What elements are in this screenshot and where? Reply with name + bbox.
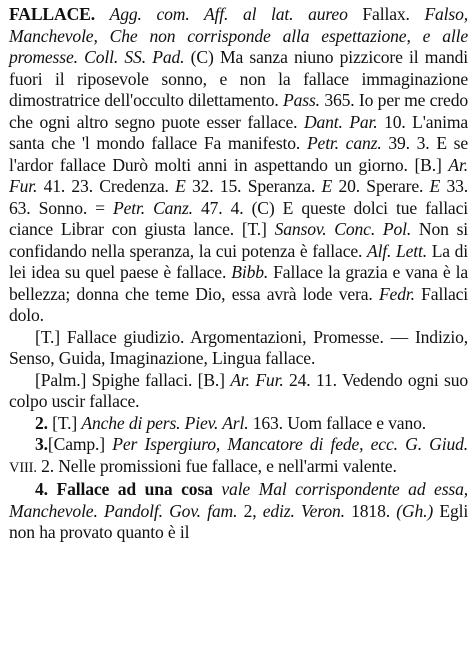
ref-number: 163. [252, 412, 283, 433]
source: E [175, 176, 186, 196]
ref-number: 24. 11. [289, 369, 337, 390]
sense-number: 3. [35, 434, 48, 454]
ref-number: 32. 15. Speranza. [191, 176, 316, 196]
source: Ar. Fur. [230, 369, 284, 390]
sub-phrase: Fallace ad una cosa [56, 479, 213, 499]
citation: La di lei idea su quel paese è fallace. [9, 240, 469, 282]
ref-number: 41. 23. Credenza. [43, 176, 169, 196]
citation: E se l'ardor fallace Durò molti anni in aspettando un giorno. [9, 133, 469, 175]
ref-number: 365. [324, 90, 355, 110]
citation: Ma sanza niuno pizzicore il mandi fuori il riposevole sonno, e non la fallace immaginazione dimostratrice dell'occulto dilettamento. [9, 47, 469, 110]
source: Petr. Canz. [113, 197, 193, 218]
phrases: Fallace giudizio. Argomentazioni, Promesse. — Indizio, Senso, Guida, Imaginazione, Lingua fallace. [9, 326, 468, 368]
marker: [Camp.] [47, 434, 105, 454]
entry-paragraph-1 [9, 4, 468, 327]
citation: Nelle promissioni fue fallace, e nell'armi valente. [58, 455, 397, 476]
entry-paragraph-6 [9, 479, 468, 544]
definition: Per Ispergiuro, Mancatore di fede, ecc. [112, 434, 398, 454]
source: Petr. canz. [306, 133, 382, 153]
ref-number: 33. 63. Sonno. = [9, 176, 469, 218]
source: Fedr. [378, 283, 415, 304]
phrases: Spighe fallaci. [91, 369, 193, 390]
citation: Non si confidando nella speranza, la cui potenza è fallace. [9, 219, 469, 261]
marker: [T.] [35, 326, 60, 347]
headword: FALLACE. [9, 4, 95, 24]
ref-number: 20. Sperare. [338, 176, 424, 196]
edition: ediz. Veron. [262, 500, 345, 521]
grammar-note: Agg. com. Aff. al lat. aureo [109, 4, 348, 24]
citation: Uom fallace e vano. [287, 412, 426, 433]
citation: E queste dolci tue fallaci ciance Librar con giusta lance. [9, 197, 468, 239]
marker: [B.] [197, 369, 225, 390]
citation: Fallaci dolo. [9, 283, 468, 325]
ref-number: 2. [41, 455, 54, 476]
source: Sansov. Conc. Pol. [274, 219, 412, 239]
volume-number: VIII. [9, 459, 37, 476]
latin-root: Fallax. [362, 4, 410, 24]
source: E [321, 176, 333, 196]
year: 1818. [351, 500, 390, 521]
source: Dant. Par. [303, 111, 378, 132]
entry-paragraph-5 [9, 434, 468, 479]
sense-number: 2. [35, 412, 48, 433]
marker: (C) [251, 197, 275, 218]
citation: L'anima santa che 'l mondo fallace Fa manifesto. [9, 111, 469, 153]
entry-paragraph-2 [9, 327, 468, 370]
marker: [T.] [241, 219, 267, 239]
source: Pass. [283, 90, 320, 110]
source: Coll. SS. Pad. [84, 47, 185, 67]
citation: Egli non ha provato quanto è il [9, 500, 469, 542]
vale-word: vale [221, 479, 251, 499]
marker: [Palm.] [35, 369, 87, 390]
source: E [429, 176, 441, 196]
ref-number: 2, [243, 500, 257, 521]
entry-paragraph-3 [9, 370, 468, 413]
sense-number: 4. [35, 479, 48, 499]
ref-number: 39. 3. [388, 133, 430, 153]
source: Ar. Fur. [9, 154, 468, 196]
ref-number: 47. 4. [200, 197, 244, 218]
marker: (Gh.) [396, 500, 434, 521]
citation: Io per me credo che ogni altro segno puote esser fallace. [9, 90, 469, 132]
marker: [T.] [52, 412, 78, 433]
marker: (C) [190, 47, 214, 67]
source: Bibb. [231, 262, 269, 282]
source: Alf. Lett. [366, 240, 427, 261]
definition: Falso, Manchevole, Che non corrisponde alla espettazione, e alle promesse. [9, 4, 469, 67]
source: Pandolf. Gov. fam. [103, 500, 238, 521]
source: Piev. Arl. [184, 412, 249, 433]
ref-number: 10. [384, 111, 406, 132]
marker: [B.] [414, 154, 442, 175]
definition: Mal corrispondente ad essa, Manchevole. [9, 479, 469, 521]
citation: Fallace la grazia e vana è la bellezza; donna che teme Dio, essa avrà lode vera. [9, 262, 468, 304]
citation: Vedendo ogni suo colpo uscir fallace. [9, 369, 468, 411]
source: G. Giud. [405, 434, 469, 454]
entry-paragraph-4 [9, 413, 468, 435]
definition: Anche di pers. [81, 412, 181, 433]
